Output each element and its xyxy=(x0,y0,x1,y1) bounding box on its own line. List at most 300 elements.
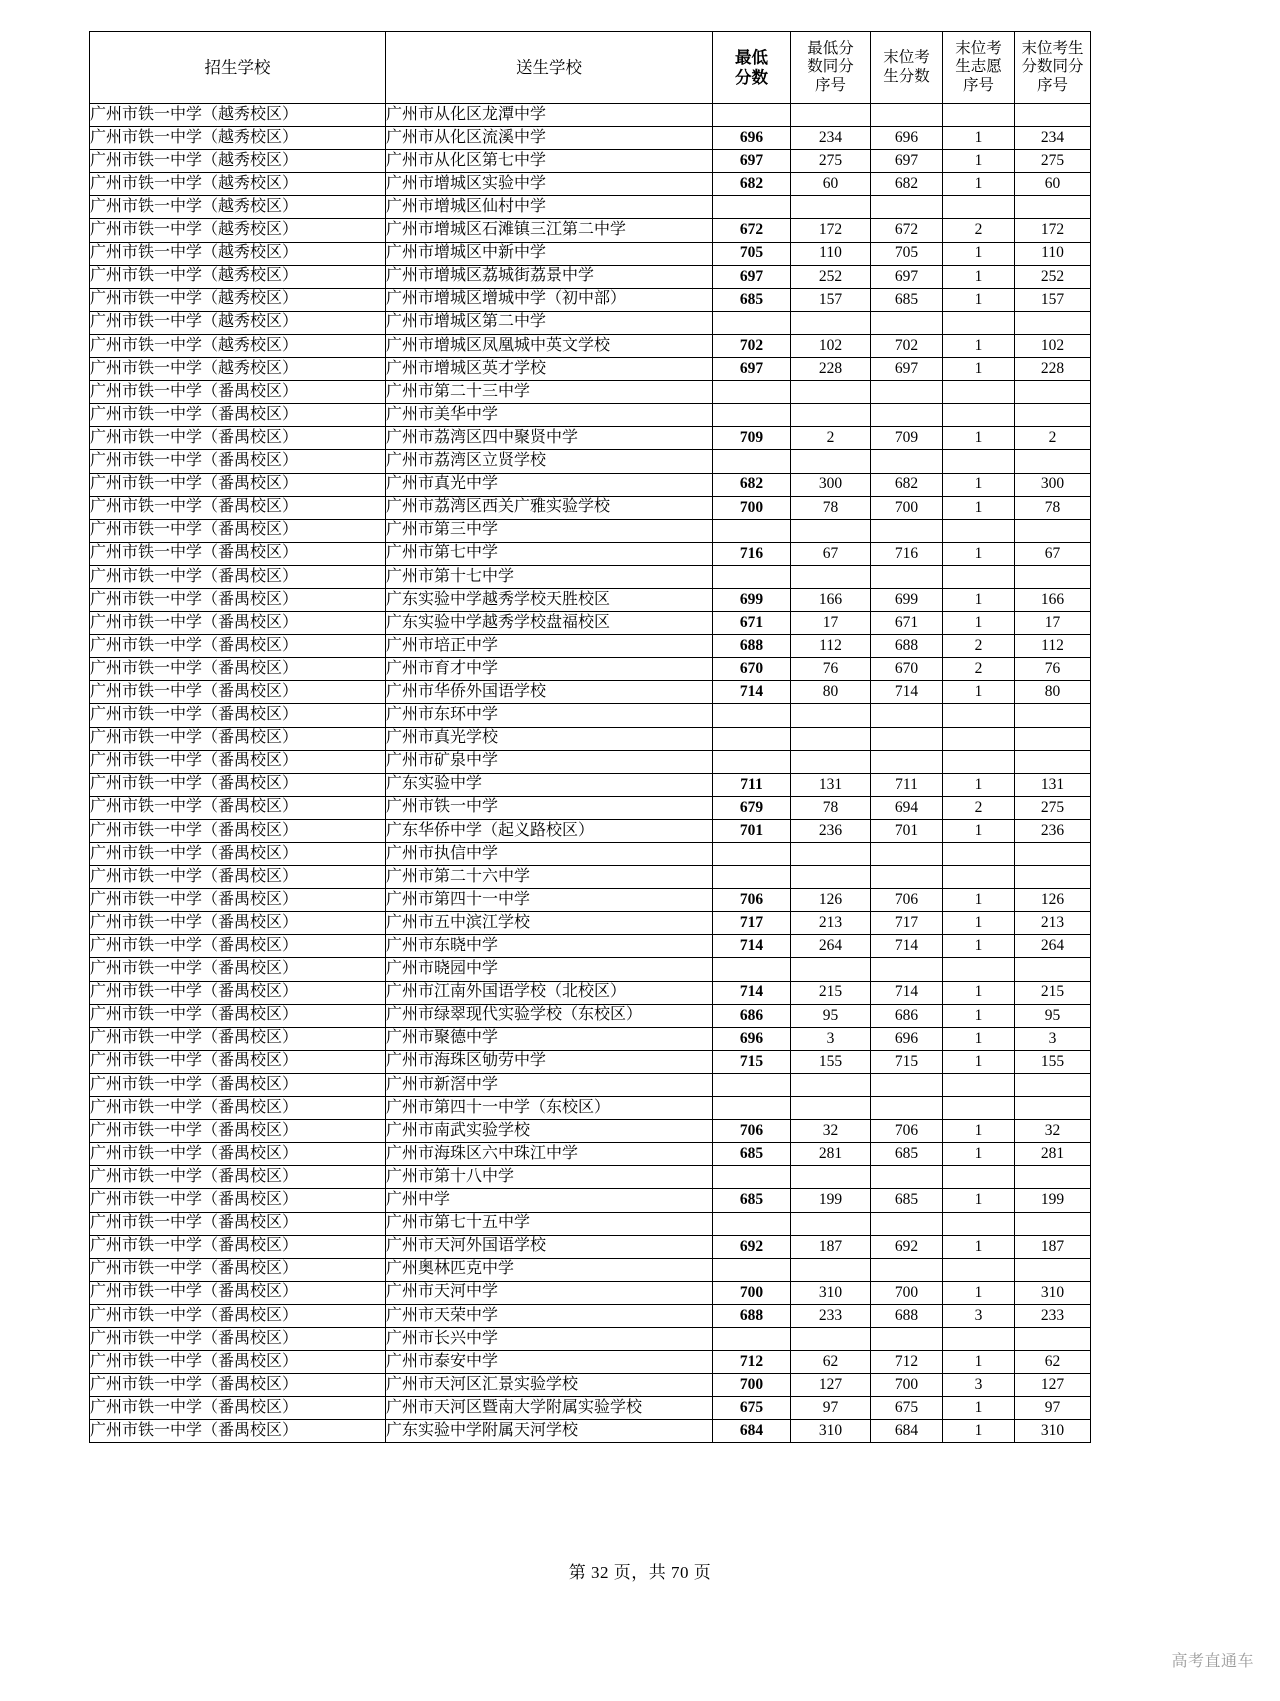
table-row xyxy=(90,612,1091,635)
cell-min-score-rank xyxy=(791,311,871,334)
cell-last-score-rank: 17 xyxy=(1015,612,1091,635)
cell-min-score-rank: 233 xyxy=(791,1304,871,1327)
cell-last-wish-rank: 1 xyxy=(943,681,1015,704)
cell-min-score-rank: 3 xyxy=(791,1027,871,1050)
cell-min-score-rank xyxy=(791,381,871,404)
cell-last-score-rank: 110 xyxy=(1015,242,1091,265)
table-row xyxy=(90,1050,1091,1073)
cell-admitting-school: 广州市铁一中学（番禺校区） xyxy=(90,935,386,958)
table-row xyxy=(90,635,1091,658)
cell-sending-school: 广州市铁一中学 xyxy=(386,796,713,819)
last-rank-header-line3: 序号 xyxy=(1036,76,1068,94)
cell-last-wish-rank: 1 xyxy=(943,150,1015,173)
table-row xyxy=(90,958,1091,981)
cell-last-score xyxy=(871,1097,943,1120)
cell-last-score: 705 xyxy=(871,242,943,265)
cell-min-score-rank: 80 xyxy=(791,681,871,704)
cell-last-score: 700 xyxy=(871,1281,943,1304)
cell-min-score: 692 xyxy=(713,1235,791,1258)
cell-admitting-school: 广州市铁一中学（番禺校区） xyxy=(90,588,386,611)
last-score-header-line2: 生分数 xyxy=(883,67,930,85)
cell-last-score-rank: 126 xyxy=(1015,889,1091,912)
cell-admitting-school: 广州市铁一中学（番禺校区） xyxy=(90,519,386,542)
cell-admitting-school: 广州市铁一中学（番禺校区） xyxy=(90,542,386,565)
cell-last-wish-rank: 1 xyxy=(943,819,1015,842)
cell-last-score: 685 xyxy=(871,1143,943,1166)
cell-min-score-rank: 310 xyxy=(791,1281,871,1304)
cell-min-score: 702 xyxy=(713,334,791,357)
cell-sending-school: 广州市海珠区劬劳中学 xyxy=(386,1050,713,1073)
cell-last-score xyxy=(871,1258,943,1281)
cell-sending-school: 广州市增城区荔城街荔景中学 xyxy=(386,265,713,288)
cell-sending-school: 广东实验中学附属天河学校 xyxy=(386,1420,713,1443)
cell-sending-school: 广州市海珠区六中珠江中学 xyxy=(386,1143,713,1166)
cell-admitting-school: 广州市铁一中学（番禺校区） xyxy=(90,658,386,681)
cell-admitting-school: 广州市铁一中学（番禺校区） xyxy=(90,681,386,704)
cell-last-wish-rank xyxy=(943,196,1015,219)
cell-min-score-rank: 17 xyxy=(791,612,871,635)
last-rank-header-line2: 分数同分 xyxy=(1021,58,1084,76)
cell-last-score: 685 xyxy=(871,288,943,311)
cell-admitting-school: 广州市铁一中学（番禺校区） xyxy=(90,1327,386,1350)
table-row xyxy=(90,150,1091,173)
cell-min-score-rank: 95 xyxy=(791,1004,871,1027)
cell-admitting-school: 广州市铁一中学（越秀校区） xyxy=(90,265,386,288)
cell-min-score xyxy=(713,565,791,588)
cell-admitting-school: 广州市铁一中学（番禺校区） xyxy=(90,635,386,658)
table-row xyxy=(90,935,1091,958)
cell-last-wish-rank xyxy=(943,1327,1015,1350)
cell-last-score-rank: 215 xyxy=(1015,981,1091,1004)
table-row xyxy=(90,1143,1091,1166)
table-row xyxy=(90,358,1091,381)
cell-last-wish-rank: 1 xyxy=(943,1143,1015,1166)
cell-min-score-rank: 2 xyxy=(791,427,871,450)
cell-min-score-rank: 264 xyxy=(791,935,871,958)
cell-last-wish-rank: 1 xyxy=(943,1120,1015,1143)
cell-last-wish-rank: 1 xyxy=(943,1420,1015,1443)
cell-last-score-rank: 234 xyxy=(1015,127,1091,150)
table-row xyxy=(90,588,1091,611)
cell-last-score: 714 xyxy=(871,681,943,704)
cell-last-score: 688 xyxy=(871,1304,943,1327)
cell-last-score: 684 xyxy=(871,1420,943,1443)
cell-min-score xyxy=(713,843,791,866)
table-row xyxy=(90,473,1091,496)
table-row xyxy=(90,750,1091,773)
cell-admitting-school: 广州市铁一中学（越秀校区） xyxy=(90,219,386,242)
cell-last-score xyxy=(871,565,943,588)
cell-admitting-school: 广州市铁一中学（番禺校区） xyxy=(90,1189,386,1212)
column-header-last-score-rank xyxy=(1015,32,1091,104)
table-row xyxy=(90,1235,1091,1258)
cell-sending-school: 广东实验中学越秀学校盘福校区 xyxy=(386,612,713,635)
cell-admitting-school: 广州市铁一中学（番禺校区） xyxy=(90,427,386,450)
cell-last-score-rank xyxy=(1015,104,1091,127)
table-row xyxy=(90,1189,1091,1212)
cell-last-wish-rank: 1 xyxy=(943,981,1015,1004)
cell-last-wish-rank: 2 xyxy=(943,658,1015,681)
cell-sending-school: 广州市天河区汇景实验学校 xyxy=(386,1374,713,1397)
cell-min-score-rank: 166 xyxy=(791,588,871,611)
cell-min-score: 714 xyxy=(713,681,791,704)
cell-sending-school: 广州市华侨外国语学校 xyxy=(386,681,713,704)
table-row xyxy=(90,912,1091,935)
cell-sending-school: 广州市第七十五中学 xyxy=(386,1212,713,1235)
cell-last-wish-rank xyxy=(943,1258,1015,1281)
table-row xyxy=(90,242,1091,265)
table-row xyxy=(90,127,1091,150)
table-row xyxy=(90,196,1091,219)
cell-last-score: 715 xyxy=(871,1050,943,1073)
cell-last-score-rank: 60 xyxy=(1015,173,1091,196)
cell-min-score-rank xyxy=(791,958,871,981)
cell-admitting-school: 广州市铁一中学（番禺校区） xyxy=(90,473,386,496)
cell-min-score xyxy=(713,1097,791,1120)
table-row xyxy=(90,1420,1091,1443)
cell-min-score-rank: 126 xyxy=(791,889,871,912)
cell-last-score-rank xyxy=(1015,519,1091,542)
cell-last-score xyxy=(871,196,943,219)
cell-min-score: 711 xyxy=(713,773,791,796)
cell-sending-school: 广州市江南外国语学校（北校区） xyxy=(386,981,713,1004)
cell-admitting-school: 广州市铁一中学（番禺校区） xyxy=(90,704,386,727)
cell-sending-school: 广州市东晓中学 xyxy=(386,935,713,958)
cell-last-score-rank: 95 xyxy=(1015,1004,1091,1027)
cell-min-score: 705 xyxy=(713,242,791,265)
cell-min-score: 700 xyxy=(713,1374,791,1397)
cell-last-score: 711 xyxy=(871,773,943,796)
cell-last-score xyxy=(871,843,943,866)
table-body xyxy=(90,104,1091,1443)
min-score-rank-header-line3: 序号 xyxy=(814,76,846,94)
cell-min-score-rank: 110 xyxy=(791,242,871,265)
cell-admitting-school: 广州市铁一中学（番禺校区） xyxy=(90,1004,386,1027)
table-row xyxy=(90,1166,1091,1189)
cell-admitting-school: 广州市铁一中学（番禺校区） xyxy=(90,1397,386,1420)
cell-last-wish-rank xyxy=(943,565,1015,588)
cell-last-wish-rank: 1 xyxy=(943,935,1015,958)
table-row xyxy=(90,1097,1091,1120)
cell-sending-school: 广州市第七中学 xyxy=(386,542,713,565)
cell-last-score: 712 xyxy=(871,1351,943,1374)
cell-min-score: 682 xyxy=(713,473,791,496)
cell-last-score-rank xyxy=(1015,565,1091,588)
cell-sending-school: 广州市泰安中学 xyxy=(386,1351,713,1374)
table-row xyxy=(90,311,1091,334)
cell-last-score: 697 xyxy=(871,150,943,173)
cell-min-score: 685 xyxy=(713,1143,791,1166)
cell-sending-school: 广州市荔湾区四中聚贤中学 xyxy=(386,427,713,450)
cell-sending-school: 广州市增城区凤凰城中英文学校 xyxy=(386,334,713,357)
cell-min-score-rank: 275 xyxy=(791,150,871,173)
cell-last-score xyxy=(871,1073,943,1096)
cell-last-score xyxy=(871,1212,943,1235)
cell-last-score xyxy=(871,450,943,473)
cell-admitting-school: 广州市铁一中学（番禺校区） xyxy=(90,1420,386,1443)
cell-last-score: 702 xyxy=(871,334,943,357)
cell-min-score-rank: 67 xyxy=(791,542,871,565)
cell-sending-school: 广州市南武实验学校 xyxy=(386,1120,713,1143)
cell-last-score xyxy=(871,404,943,427)
cell-admitting-school: 广州市铁一中学（番禺校区） xyxy=(90,773,386,796)
cell-last-score-rank: 67 xyxy=(1015,542,1091,565)
cell-admitting-school: 广州市铁一中学（番禺校区） xyxy=(90,866,386,889)
table-row xyxy=(90,496,1091,519)
cell-last-score: 682 xyxy=(871,473,943,496)
cell-min-score-rank xyxy=(791,1166,871,1189)
cell-min-score-rank xyxy=(791,750,871,773)
cell-min-score-rank: 228 xyxy=(791,358,871,381)
cell-last-score: 706 xyxy=(871,1120,943,1143)
cell-last-score-rank: 213 xyxy=(1015,912,1091,935)
cell-min-score xyxy=(713,1212,791,1235)
cell-last-wish-rank xyxy=(943,866,1015,889)
cell-sending-school: 广州市第三中学 xyxy=(386,519,713,542)
cell-sending-school: 广州市真光学校 xyxy=(386,727,713,750)
cell-sending-school: 广州市荔湾区西关广雅实验学校 xyxy=(386,496,713,519)
cell-last-score: 682 xyxy=(871,173,943,196)
cell-last-score-rank: 187 xyxy=(1015,1235,1091,1258)
cell-min-score: 688 xyxy=(713,635,791,658)
cell-admitting-school: 广州市铁一中学（番禺校区） xyxy=(90,1281,386,1304)
cell-admitting-school: 广州市铁一中学（越秀校区） xyxy=(90,127,386,150)
table-row xyxy=(90,681,1091,704)
cell-min-score-rank xyxy=(791,704,871,727)
cell-last-score-rank: 157 xyxy=(1015,288,1091,311)
cell-last-score-rank: 127 xyxy=(1015,1374,1091,1397)
cell-admitting-school: 广州市铁一中学（番禺校区） xyxy=(90,450,386,473)
cell-last-score-rank xyxy=(1015,843,1091,866)
table-row xyxy=(90,1281,1091,1304)
cell-last-score-rank xyxy=(1015,1212,1091,1235)
table-row xyxy=(90,727,1091,750)
table-row xyxy=(90,1258,1091,1281)
table-row xyxy=(90,542,1091,565)
cell-last-wish-rank: 1 xyxy=(943,1281,1015,1304)
cell-last-score-rank xyxy=(1015,727,1091,750)
cell-last-score-rank: 131 xyxy=(1015,773,1091,796)
cell-min-score xyxy=(713,750,791,773)
cell-last-score: 700 xyxy=(871,496,943,519)
cell-sending-school: 广州市天荣中学 xyxy=(386,1304,713,1327)
cell-min-score: 685 xyxy=(713,288,791,311)
cell-last-wish-rank xyxy=(943,311,1015,334)
cell-sending-school: 广州市天河外国语学校 xyxy=(386,1235,713,1258)
cell-min-score-rank: 155 xyxy=(791,1050,871,1073)
cell-last-score: 685 xyxy=(871,1189,943,1212)
cell-last-wish-rank: 3 xyxy=(943,1374,1015,1397)
cell-sending-school: 广州市第四十一中学 xyxy=(386,889,713,912)
cell-last-score-rank: 78 xyxy=(1015,496,1091,519)
cell-sending-school: 广东实验中学 xyxy=(386,773,713,796)
cell-last-score xyxy=(871,1166,943,1189)
cell-admitting-school: 广州市铁一中学（番禺校区） xyxy=(90,1304,386,1327)
cell-min-score: 696 xyxy=(713,1027,791,1050)
admission-score-table xyxy=(89,31,1091,1443)
cell-admitting-school: 广州市铁一中学（番禺校区） xyxy=(90,1050,386,1073)
header-row xyxy=(90,32,1091,104)
cell-last-wish-rank: 1 xyxy=(943,358,1015,381)
cell-sending-school: 广州市培正中学 xyxy=(386,635,713,658)
cell-sending-school: 广州市聚德中学 xyxy=(386,1027,713,1050)
cell-min-score-rank xyxy=(791,866,871,889)
cell-min-score-rank xyxy=(791,404,871,427)
cell-last-wish-rank: 1 xyxy=(943,334,1015,357)
table-row xyxy=(90,796,1091,819)
table-row xyxy=(90,704,1091,727)
cell-sending-school: 广州市晓园中学 xyxy=(386,958,713,981)
cell-last-score: 688 xyxy=(871,635,943,658)
cell-last-score-rank: 102 xyxy=(1015,334,1091,357)
cell-min-score: 714 xyxy=(713,981,791,1004)
cell-sending-school: 广州市增城区石滩镇三江第二中学 xyxy=(386,219,713,242)
table-row xyxy=(90,866,1091,889)
cell-last-score-rank xyxy=(1015,1327,1091,1350)
cell-sending-school: 广州市执信中学 xyxy=(386,843,713,866)
cell-last-score-rank: 233 xyxy=(1015,1304,1091,1327)
cell-sending-school: 广州市第二十三中学 xyxy=(386,381,713,404)
cell-sending-school: 广州市美华中学 xyxy=(386,404,713,427)
cell-min-score-rank: 32 xyxy=(791,1120,871,1143)
cell-last-score-rank: 252 xyxy=(1015,265,1091,288)
cell-last-score-rank: 236 xyxy=(1015,819,1091,842)
cell-min-score-rank xyxy=(791,104,871,127)
cell-last-score: 717 xyxy=(871,912,943,935)
cell-last-wish-rank: 1 xyxy=(943,1235,1015,1258)
cell-sending-school: 广州市天河区暨南大学附属实验学校 xyxy=(386,1397,713,1420)
cell-last-score xyxy=(871,104,943,127)
cell-min-score-rank: 127 xyxy=(791,1374,871,1397)
cell-last-wish-rank: 1 xyxy=(943,173,1015,196)
cell-min-score-rank xyxy=(791,1258,871,1281)
table-row xyxy=(90,173,1091,196)
cell-last-score-rank xyxy=(1015,1073,1091,1096)
cell-last-score-rank: 76 xyxy=(1015,658,1091,681)
cell-last-wish-rank: 1 xyxy=(943,912,1015,935)
cell-last-score xyxy=(871,866,943,889)
table-row xyxy=(90,658,1091,681)
cell-min-score-rank xyxy=(791,1327,871,1350)
table-row xyxy=(90,889,1091,912)
cell-last-score: 701 xyxy=(871,819,943,842)
cell-last-score-rank: 199 xyxy=(1015,1189,1091,1212)
cell-admitting-school: 广州市铁一中学（番禺校区） xyxy=(90,912,386,935)
column-header-last-score xyxy=(871,32,943,104)
cell-admitting-school: 广州市铁一中学（番禺校区） xyxy=(90,1027,386,1050)
cell-last-wish-rank: 1 xyxy=(943,1050,1015,1073)
cell-admitting-school: 广州市铁一中学（番禺校区） xyxy=(90,381,386,404)
cell-last-wish-rank xyxy=(943,450,1015,473)
cell-admitting-school: 广州市铁一中学（番禺校区） xyxy=(90,1212,386,1235)
cell-min-score: 675 xyxy=(713,1397,791,1420)
cell-last-score-rank xyxy=(1015,404,1091,427)
cell-min-score xyxy=(713,958,791,981)
cell-last-score: 686 xyxy=(871,1004,943,1027)
cell-admitting-school: 广州市铁一中学（番禺校区） xyxy=(90,612,386,635)
cell-admitting-school: 广州市铁一中学（越秀校区） xyxy=(90,311,386,334)
cell-last-score-rank: 112 xyxy=(1015,635,1091,658)
cell-last-score xyxy=(871,1327,943,1350)
cell-last-wish-rank: 1 xyxy=(943,612,1015,635)
cell-min-score-rank xyxy=(791,1097,871,1120)
cell-sending-school: 广州市第四十一中学（东校区） xyxy=(386,1097,713,1120)
cell-min-score: 688 xyxy=(713,1304,791,1327)
cell-admitting-school: 广州市铁一中学（越秀校区） xyxy=(90,334,386,357)
cell-last-score: 709 xyxy=(871,427,943,450)
cell-min-score xyxy=(713,866,791,889)
cell-last-wish-rank: 2 xyxy=(943,635,1015,658)
cell-last-score-rank: 300 xyxy=(1015,473,1091,496)
cell-min-score xyxy=(713,196,791,219)
cell-last-wish-rank: 1 xyxy=(943,1004,1015,1027)
cell-last-wish-rank xyxy=(943,750,1015,773)
cell-last-score-rank xyxy=(1015,866,1091,889)
cell-last-score-rank: 80 xyxy=(1015,681,1091,704)
table-row xyxy=(90,381,1091,404)
cell-min-score xyxy=(713,311,791,334)
cell-min-score xyxy=(713,104,791,127)
cell-admitting-school: 广州市铁一中学（番禺校区） xyxy=(90,1073,386,1096)
last-wish-header-line2: 生志愿 xyxy=(955,58,1002,76)
cell-last-wish-rank: 1 xyxy=(943,242,1015,265)
cell-sending-school: 广州市增城区实验中学 xyxy=(386,173,713,196)
cell-last-score-rank: 62 xyxy=(1015,1351,1091,1374)
cell-last-score: 694 xyxy=(871,796,943,819)
cell-last-score-rank xyxy=(1015,311,1091,334)
cell-sending-school: 广州市增城区英才学校 xyxy=(386,358,713,381)
cell-min-score-rank: 78 xyxy=(791,796,871,819)
cell-last-wish-rank: 1 xyxy=(943,773,1015,796)
table-row xyxy=(90,981,1091,1004)
min-score-rank-header-line2: 数同分 xyxy=(807,58,854,76)
table-row xyxy=(90,265,1091,288)
cell-last-score-rank: 275 xyxy=(1015,150,1091,173)
cell-last-wish-rank: 1 xyxy=(943,542,1015,565)
cell-last-wish-rank xyxy=(943,843,1015,866)
cell-admitting-school: 广州市铁一中学（番禺校区） xyxy=(90,1143,386,1166)
cell-min-score xyxy=(713,381,791,404)
cell-min-score-rank: 199 xyxy=(791,1189,871,1212)
cell-min-score-rank xyxy=(791,565,871,588)
cell-min-score-rank xyxy=(791,450,871,473)
table-row xyxy=(90,819,1091,842)
cell-min-score-rank: 60 xyxy=(791,173,871,196)
cell-min-score-rank: 76 xyxy=(791,658,871,681)
cell-last-score-rank: 97 xyxy=(1015,1397,1091,1420)
cell-min-score: 714 xyxy=(713,935,791,958)
table-row xyxy=(90,404,1091,427)
cell-last-wish-rank: 1 xyxy=(943,889,1015,912)
cell-min-score-rank: 172 xyxy=(791,219,871,242)
cell-last-score: 697 xyxy=(871,358,943,381)
cell-min-score-rank: 131 xyxy=(791,773,871,796)
cell-last-score xyxy=(871,750,943,773)
cell-min-score xyxy=(713,727,791,750)
cell-min-score: 697 xyxy=(713,265,791,288)
cell-min-score: 715 xyxy=(713,1050,791,1073)
cell-last-score xyxy=(871,727,943,750)
cell-admitting-school: 广州市铁一中学（番禺校区） xyxy=(90,727,386,750)
cell-sending-school: 广州市东环中学 xyxy=(386,704,713,727)
cell-last-score-rank: 228 xyxy=(1015,358,1091,381)
cell-min-score-rank: 281 xyxy=(791,1143,871,1166)
cell-min-score-rank: 102 xyxy=(791,334,871,357)
cell-last-wish-rank: 1 xyxy=(943,588,1015,611)
cell-min-score xyxy=(713,704,791,727)
column-header-sending-school: 送生学校 xyxy=(386,32,713,104)
table-row xyxy=(90,427,1091,450)
